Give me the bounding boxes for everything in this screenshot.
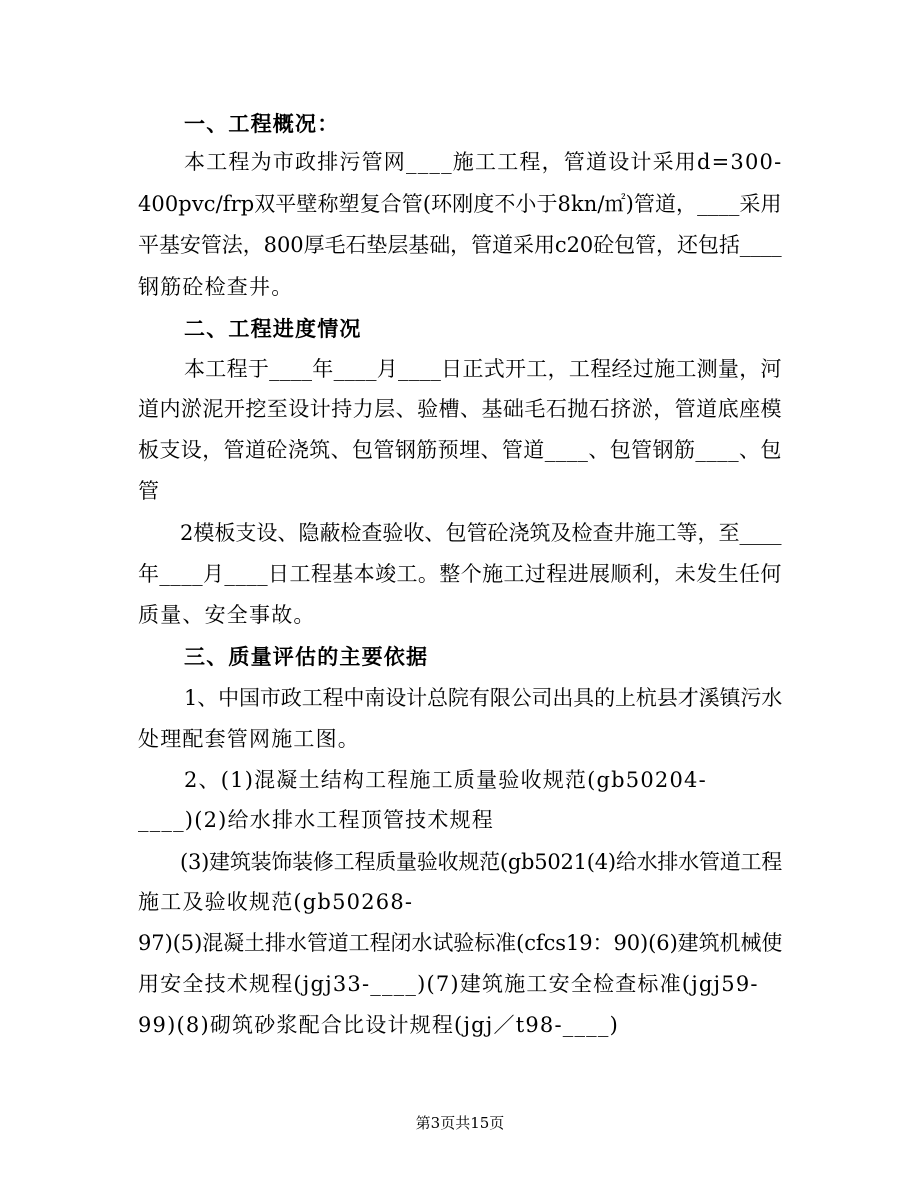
- paragraph-line: 管: [138, 479, 161, 503]
- paragraph-line: 施工及验收规范(gb50268-: [138, 890, 414, 914]
- paragraph-line: (3)建筑装饰装修工程质量验收规范(gb5021(4)给水排水管道工程: [180, 850, 783, 874]
- paragraph-line: 年____月____日工程基本竣工。整个施工过程进展顺利，未发生任何: [138, 562, 782, 586]
- section-heading-progress: 二、工程进度情况: [184, 316, 362, 341]
- section-heading-basis: 三、质量评估的主要依据: [184, 644, 429, 669]
- paragraph-line: 400pvc/frp双平壁称塑复合管(环刚度不小于8kn/㎡)管道，____采用: [138, 192, 782, 216]
- paragraph-line: 道内淤泥开挖至设计持力层、验槽、基础毛石抛石挤淤，管道底座模: [138, 397, 782, 421]
- paragraph-line: 2模板支设、隐蔽检查验收、包管砼浇筑及检查井施工等，至____: [180, 521, 782, 545]
- paragraph-line: 处理配套管网施工图。: [138, 727, 360, 751]
- section-heading-overview: 一、工程概况：: [184, 111, 340, 136]
- paragraph-line: ____)(2)给水排水工程顶管技术规程: [138, 808, 494, 832]
- paragraph-line: 钢筋砼检查井。: [138, 275, 294, 299]
- paragraph-line: 用安全技术规程(jgj33-____)(7)建筑施工安全检查标准(jgj59-: [138, 972, 759, 996]
- paragraph-line: 板支设，管道砼浇筑、包管钢筋预埋、管道____、包管钢筋____、包: [138, 438, 782, 462]
- paragraph-line: 质量、安全事故。: [138, 603, 316, 627]
- paragraph-line: 本工程于____年____月____日正式开工，工程经过施工测量，河: [184, 357, 782, 381]
- paragraph-line: 2、(1)混凝土结构工程施工质量验收规范(gb50204-: [184, 768, 707, 792]
- paragraph-line: 本工程为市政排污管网____施工工程，管道设计采用d=300-: [184, 150, 783, 174]
- paragraph-line: 97)(5)混凝土排水管道工程闭水试验标准(cfcs19：90)(6)建筑机械使: [138, 931, 783, 955]
- paragraph-line: 1、中国市政工程中南设计总院有限公司出具的上杭县才溪镇污水: [184, 686, 783, 710]
- paragraph-line: 平基安管法，800厚毛石垫层基础，管道采用c20砼包管，还包括____: [138, 233, 782, 257]
- paragraph-line: 99)(8)砌筑砂浆配合比设计规程(jgj／t98-____): [138, 1013, 619, 1037]
- page-number: 第3页共15页: [415, 1114, 505, 1132]
